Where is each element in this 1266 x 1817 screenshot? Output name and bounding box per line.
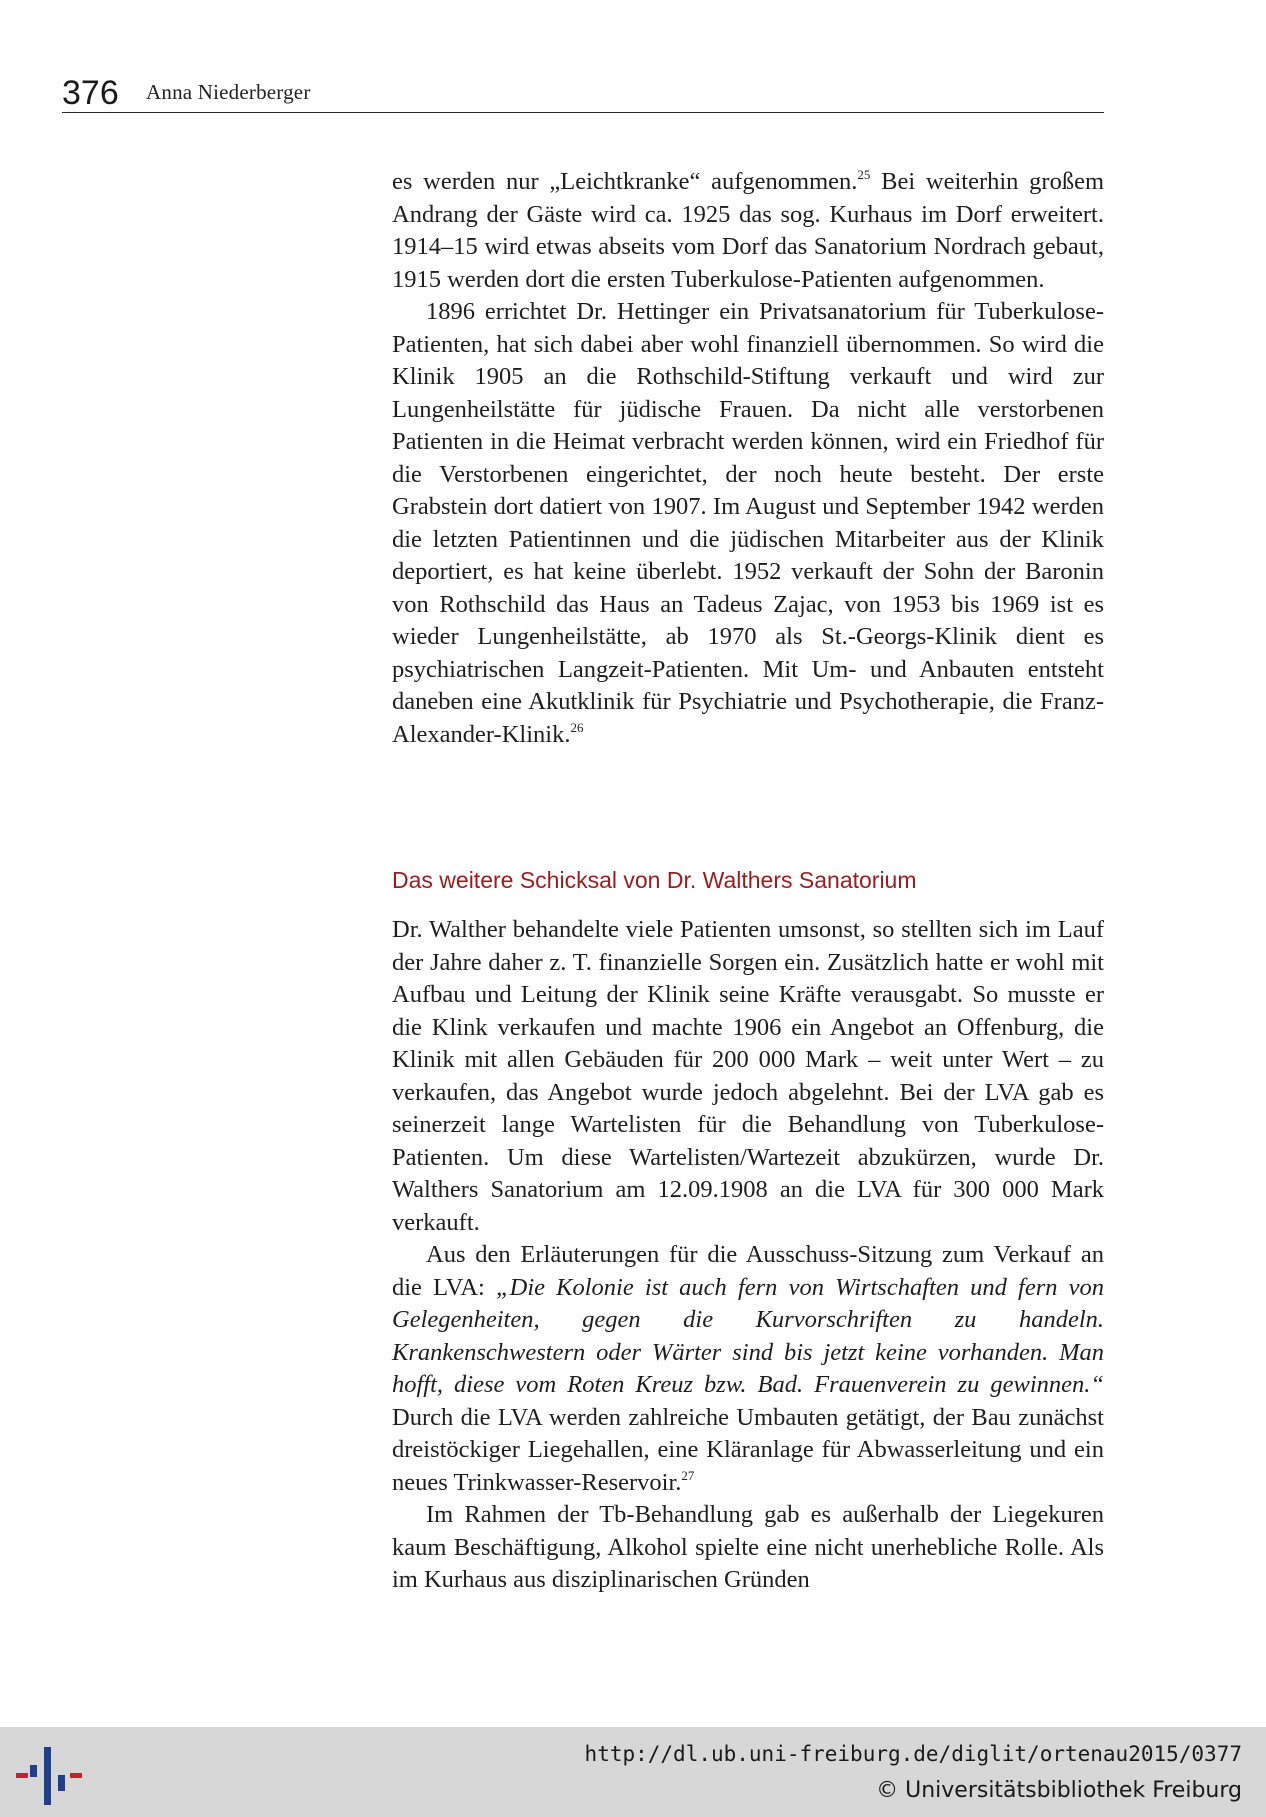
text-column-top (392, 166, 1104, 751)
paragraph-4 (392, 1239, 1104, 1499)
footer-url-link[interactable]: http://dl.ub.uni-freiburg.de/diglit/ortenau2015/0377 (584, 1742, 1242, 1766)
paragraph-4-rest: Durch die LVA werden zahlreiche Umbauten getätigt, der Bau zunächst dreistöckiger Liegehallen, eine Kläranlage für Abwasserleitung und ein neues Trinkwasser-Reservoir. (392, 1403, 1104, 1496)
footnote-ref-25[interactable]: 25 (857, 167, 871, 182)
paragraph-2-text: 1896 errichtet Dr. Hettinger ein Privatsanatorium für Tuberkulose-Patienten, hat sich dabei aber wohl finanziell übernommen. So wird die Klinik 1905 an die Rothschild-Stiftung verkauft und wird zur Lungenheilstätte für jüdische Frauen. Da nicht alle verstorbenen Patienten in die Heimat verbracht werden können, wird ein Friedhof für die Verstorbenen eingerichtet, der noch heute besteht. Der erste Grabstein dort datiert von 1907. Im August und September 1942 werden die letzten Patientinnen und die jüdischen Mitarbeiter aus der Klinik deportiert, es hat keine überlebt. 1952 verkauft der Sohn der Baronin von Rothschild das Haus an Tadeus Zajac, von 1953 bis 1969 ist es wieder Lungenheilstätte, ab 1970 als St.-Georgs-Klinik dient es psychiatrischen Langzeit-Patienten. Mit Um- und Anbauten entsteht daneben eine Akutklinik für Psychiatrie und Psychotherapie, die Franz-Alexander-Klinik. (392, 298, 1104, 748)
footer-copyright: © Universitätsbibliothek Freiburg (876, 1778, 1242, 1803)
paragraph-1-text: es werden nur „Leichtkranke“ aufgenommen. (392, 168, 858, 195)
paragraph-5: Im Rahmen der Tb-Behandlung gab es außerhalb der Liegekuren kaum Beschäftigung, Alkohol spielte eine nicht unerhebliche Rolle. Als im Kurhaus aus disziplinarischen Gründen (392, 1501, 1104, 1593)
footnote-ref-26[interactable]: 26 (570, 719, 584, 735)
paragraph-4-quote: „Die Kolonie ist auch fern von Wirtschaften und fern von Gelegenheiten, gegen die Kurvorschriften zu handeln. Krankenschwestern oder Wärter sind bis jetzt keine vorhanden. Man hofft, diese vom Roten Kreuz bzw. Bad. Frauenverein zu gewinnen.“ (392, 1273, 1105, 1398)
paragraph-1-rest: Bei weiterhin großem Andrang der Gäste wird ca. 1925 das sog. Kurhaus im Dorf erweitert. 1914–15 wird etwas abseits vom Dorf das Sanatorium Nordrach gebaut, 1915 werden dort die ersten Tuberkulose-Patienten aufgenommen. (392, 168, 1104, 293)
paragraph-1 (392, 166, 1104, 296)
page-number: 376 (62, 74, 119, 112)
paragraph-4-lead: Aus den Erläuterungen für die Ausschuss-Sitzung zum Verkauf an die LVA: (392, 1241, 1104, 1301)
running-header (62, 76, 1104, 113)
footer-band (0, 1727, 1266, 1817)
running-head-author: Anna Niederberger (146, 80, 311, 104)
paragraph-2 (392, 296, 1104, 751)
section-heading: Das weitere Schicksal von Dr. Walthers Sanatorium (392, 867, 917, 893)
text-column-bottom (392, 914, 1104, 1597)
footnote-ref-27[interactable]: 27 (681, 1467, 695, 1483)
paragraph-3: Dr. Walther behandelte viele Patienten umsonst, so stellten sich im Lauf der Jahre daher z. T. finanzielle Sorgen ein. Zusätzlich hatte er wohl mit Aufbau und Leitung der Klinik seine Kräfte verausgabt. So musste er die Klink verkaufen und machte 1906 ein Angebot an Offenburg, die Klinik mit allen Gebäuden für 200 000 Mark – weit unter Wert – zu verkaufen, das Angebot wurde jedoch abgelehnt. Bei der LVA gab es seinerzeit lange Wartelisten für die Behandlung von Tuberkulose-Patienten. Um diese Wartelisten/Wartezeit abzukürzen, wurde Dr. Walthers Sanatorium am 12.09.1908 an die LVA für 300 000 Mark verkauft. (392, 916, 1104, 1236)
ub-freiburg-logo-icon[interactable] (16, 1741, 82, 1807)
